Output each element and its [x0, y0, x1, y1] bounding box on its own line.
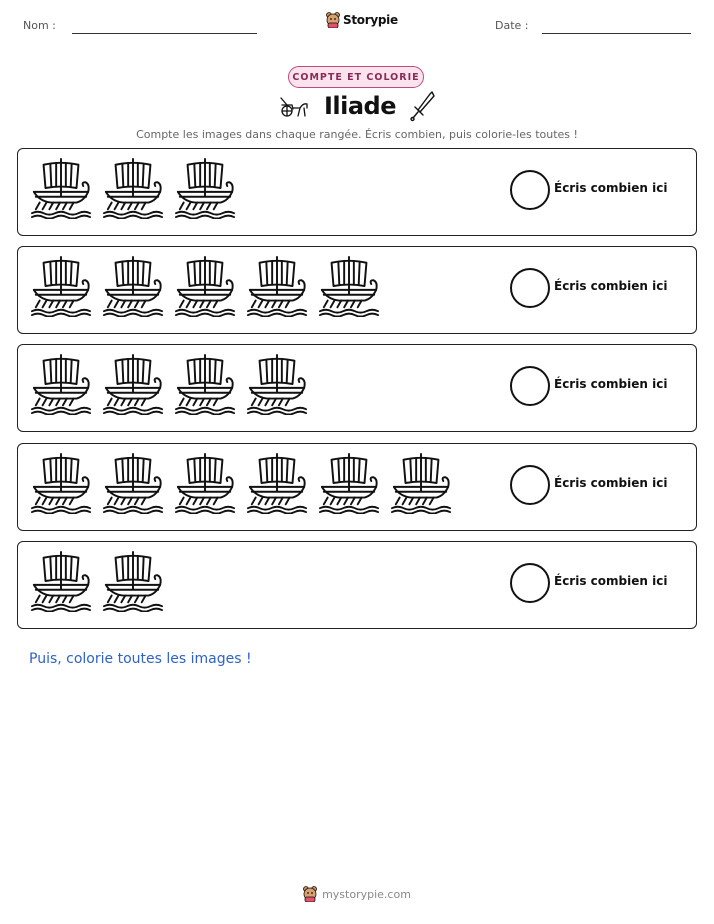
greek-ship-icon: [30, 452, 92, 514]
answer-circle[interactable]: [510, 563, 550, 603]
activity-badge: COMPTE ET COLORIE: [288, 66, 424, 88]
page-title: Iliade: [323, 92, 397, 120]
greek-ship-icon: [30, 550, 92, 612]
footer-note: Puis, colorie toutes les images !: [29, 651, 252, 667]
storypie-bear-icon: [303, 886, 317, 902]
date-line[interactable]: [542, 33, 691, 34]
counting-row: [17, 541, 697, 629]
title-row: [0, 90, 714, 122]
sword-icon: [410, 90, 436, 122]
greek-ship-icon: [102, 353, 164, 415]
greek-ship-icon: [102, 157, 164, 219]
greek-ship-icon: [30, 255, 92, 317]
greek-ship-icon: [174, 452, 236, 514]
ship-group: [30, 353, 308, 415]
answer-circle[interactable]: [510, 170, 550, 210]
answer-label: Écris combien ici: [554, 574, 668, 588]
name-line[interactable]: [72, 33, 257, 34]
name-label: Nom :: [23, 19, 56, 32]
answer-label: Écris combien ici: [554, 279, 668, 293]
greek-ship-icon: [174, 353, 236, 415]
counting-row: [17, 148, 697, 236]
greek-ship-icon: [174, 157, 236, 219]
counting-row: [17, 246, 697, 334]
storypie-logo: [326, 12, 398, 28]
greek-ship-icon: [102, 452, 164, 514]
answer-circle[interactable]: [510, 268, 550, 308]
counting-row: [17, 443, 697, 531]
greek-ship-icon: [102, 255, 164, 317]
greek-ship-icon: [318, 452, 380, 514]
counting-row: [17, 344, 697, 432]
footer-site: mystorypie.com: [322, 887, 411, 901]
footer: [0, 886, 714, 902]
greek-ship-icon: [390, 452, 452, 514]
ship-group: [30, 452, 452, 514]
greek-ship-icon: [246, 353, 308, 415]
answer-label: Écris combien ici: [554, 476, 668, 490]
chariot-icon: [278, 94, 310, 118]
ship-group: [30, 255, 380, 317]
ship-group: [30, 157, 236, 219]
date-label: Date :: [495, 19, 529, 32]
greek-ship-icon: [246, 452, 308, 514]
answer-label: Écris combien ici: [554, 377, 668, 391]
greek-ship-icon: [102, 550, 164, 612]
instructions: Compte les images dans chaque rangée. Écris combien, puis colorie-les toutes !: [136, 128, 578, 141]
answer-circle[interactable]: [510, 465, 550, 505]
answer-circle[interactable]: [510, 366, 550, 406]
greek-ship-icon: [318, 255, 380, 317]
ship-group: [30, 550, 164, 612]
logo-text: Storypie: [343, 13, 398, 27]
storypie-bear-icon: [326, 12, 340, 28]
greek-ship-icon: [30, 353, 92, 415]
answer-label: Écris combien ici: [554, 181, 668, 195]
greek-ship-icon: [174, 255, 236, 317]
greek-ship-icon: [246, 255, 308, 317]
greek-ship-icon: [30, 157, 92, 219]
